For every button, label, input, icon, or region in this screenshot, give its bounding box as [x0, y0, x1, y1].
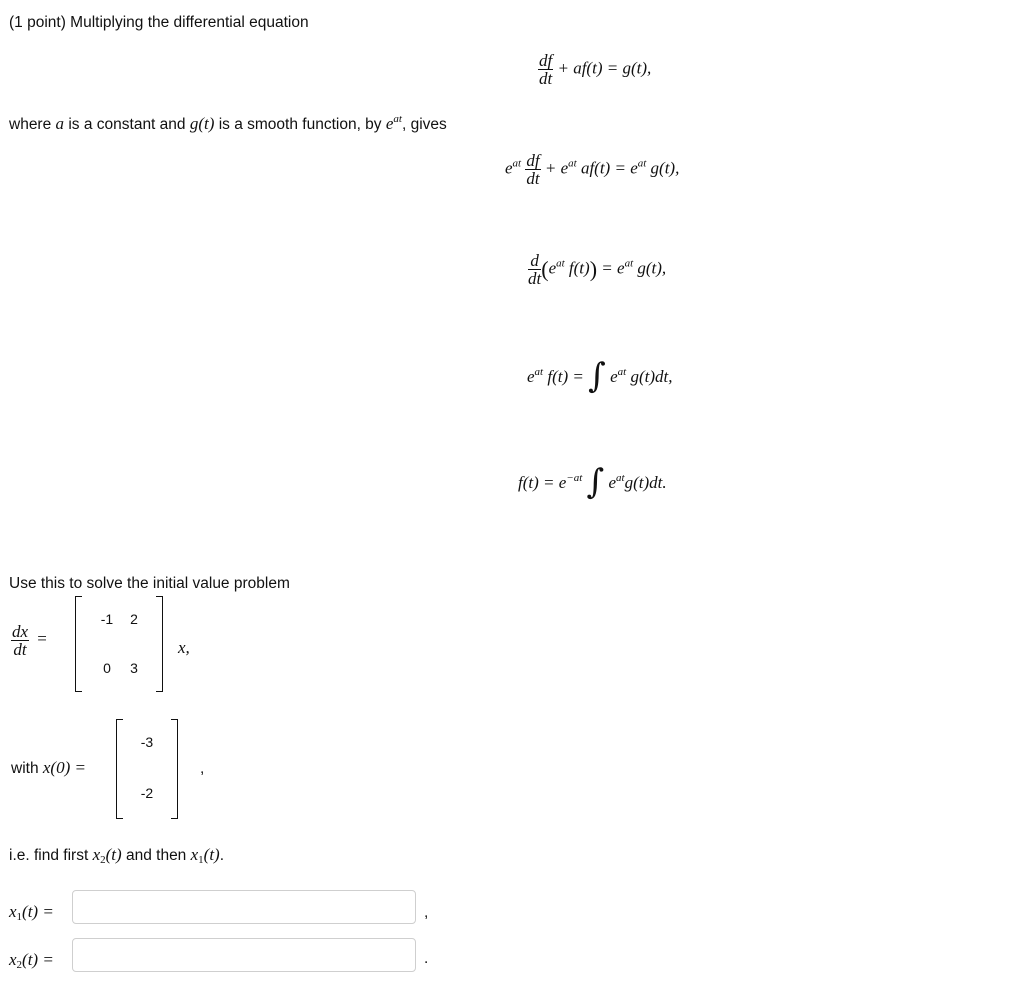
eq3-numerator: d [528, 252, 541, 270]
ie-text [9, 845, 224, 865]
eq2-plus: + [544, 158, 557, 178]
matrix-right-bracket [156, 596, 163, 692]
eq4-integral-sign: ∫ [588, 356, 606, 396]
init-comma: , [200, 760, 205, 777]
eq4-at2: at [617, 365, 627, 378]
x1-after-comma: , [424, 904, 429, 921]
ie-x2 [93, 845, 122, 864]
where-exp: at [393, 113, 402, 125]
init-cell-2: -2 [140, 785, 154, 801]
where-func: g(t) [189, 114, 215, 133]
ie-x1-base: x [190, 845, 199, 864]
ie-mid: and then [125, 847, 187, 864]
where-mid: is a constant and [68, 116, 186, 133]
ie-end: . [219, 847, 225, 864]
eq5-e2: e [608, 472, 617, 492]
where-suffix: , gives [401, 116, 447, 133]
eq4-at: at [534, 365, 544, 378]
eq5-integral-sign: ∫ [586, 462, 605, 502]
ie-x2-base: x [92, 845, 101, 864]
matrix-left-bracket [75, 596, 82, 692]
matrix-cell-r1c1: -1 [100, 611, 114, 627]
with-text: with [11, 760, 39, 777]
equation-3 [528, 252, 666, 287]
eq3-fraction [528, 252, 541, 287]
where-e: e [385, 114, 394, 133]
equation-1 [538, 52, 651, 87]
initial-condition-label [11, 758, 86, 778]
ie-x1-sub: 1 [198, 854, 204, 866]
intro-text: (1 point) Multiplying the differential equation [9, 14, 309, 31]
ie-x2-sub: 2 [100, 854, 106, 866]
eq1-denominator: dt [539, 69, 553, 88]
eq2-denominator: dt [526, 169, 540, 188]
eq2-at3: at [637, 157, 647, 170]
eq2-e3: e [630, 158, 638, 178]
eq3-eqsign: = [601, 258, 613, 278]
init-cell-1: -3 [140, 734, 154, 750]
dxdt-fraction [11, 623, 29, 658]
where-text [9, 114, 447, 134]
eq1-rest: + af(t) = g(t), [557, 58, 652, 78]
x2-base: x [9, 950, 17, 969]
eq2-e: e [505, 158, 513, 178]
eq3-end: g(t), [637, 258, 667, 278]
eq2-fraction [525, 152, 540, 187]
eq4-f: f(t) = [547, 366, 584, 386]
where-exp-base [386, 114, 402, 133]
eq2-at2: at [568, 157, 577, 170]
init-left-bracket [116, 719, 123, 819]
ie-x1 [191, 845, 220, 864]
eq1-numerator: df [539, 51, 553, 70]
eq5-end: g(t)dt. [624, 472, 667, 492]
ivp-equals: = [37, 629, 47, 649]
dx-numerator: dx [12, 622, 29, 641]
eq5-e: e [558, 472, 567, 492]
x1-answer-input[interactable] [72, 890, 416, 924]
x2-sub: 2 [16, 959, 23, 971]
eq2-e2: e [560, 158, 569, 178]
eq3-at2: at [624, 257, 634, 270]
eq3-e2: e [617, 258, 625, 278]
x1-rest: (t) = [22, 902, 54, 921]
eq2-end: g(t), [650, 158, 680, 178]
eq3-open-paren: ( [541, 256, 549, 282]
eq3-f: f(t) [568, 258, 590, 278]
ie-x2-rest: (t) [105, 845, 122, 864]
use-this-text: Use this to solve the initial value problem [9, 575, 290, 592]
x2-answer-input[interactable] [72, 938, 416, 972]
matrix-cell-r2c1: 0 [103, 660, 111, 676]
x0-text: x(0) = [42, 758, 86, 777]
eq3-close-paren: ) [589, 256, 598, 282]
eq3-denominator: dt [528, 269, 542, 288]
eq5-f: f(t) = [518, 472, 555, 492]
x1-label [9, 902, 54, 922]
eq2-mid: af(t) = [580, 158, 626, 178]
x2-label [9, 950, 54, 970]
eq2-numerator: df [526, 151, 540, 170]
where-var: a [55, 114, 65, 133]
where-mid2: is a smooth function, by [218, 116, 382, 133]
eq4-end: g(t)dt, [630, 366, 673, 386]
equation-2 [505, 152, 679, 187]
eq5-minus-at: −at [566, 471, 583, 484]
ie-x1-rest: (t) [203, 845, 220, 864]
eq5-at2: at [616, 471, 625, 484]
x1-base: x [9, 902, 17, 921]
equation-4 [527, 358, 672, 398]
init-right-bracket [171, 719, 178, 819]
equation-5 [518, 464, 667, 504]
matrix-cell-r2c2: 3 [130, 660, 138, 676]
eq3-at: at [556, 257, 565, 270]
eq2-at: at [512, 157, 522, 170]
eq4-e: e [527, 366, 535, 386]
where-prefix: where [9, 116, 52, 133]
matrix-cell-r1c2: 2 [130, 611, 138, 627]
eq1-fraction [538, 52, 553, 87]
dt-denominator: dt [13, 640, 27, 659]
eq3-e: e [548, 258, 557, 278]
x2-after-period: . [424, 950, 429, 967]
ivp-derivative [11, 623, 47, 658]
x1-sub: 1 [16, 911, 23, 923]
x-vector-label: x, [178, 638, 190, 657]
x2-rest: (t) = [22, 950, 54, 969]
ie-prefix: i.e. find first [9, 847, 89, 864]
eq4-e2: e [610, 366, 618, 386]
